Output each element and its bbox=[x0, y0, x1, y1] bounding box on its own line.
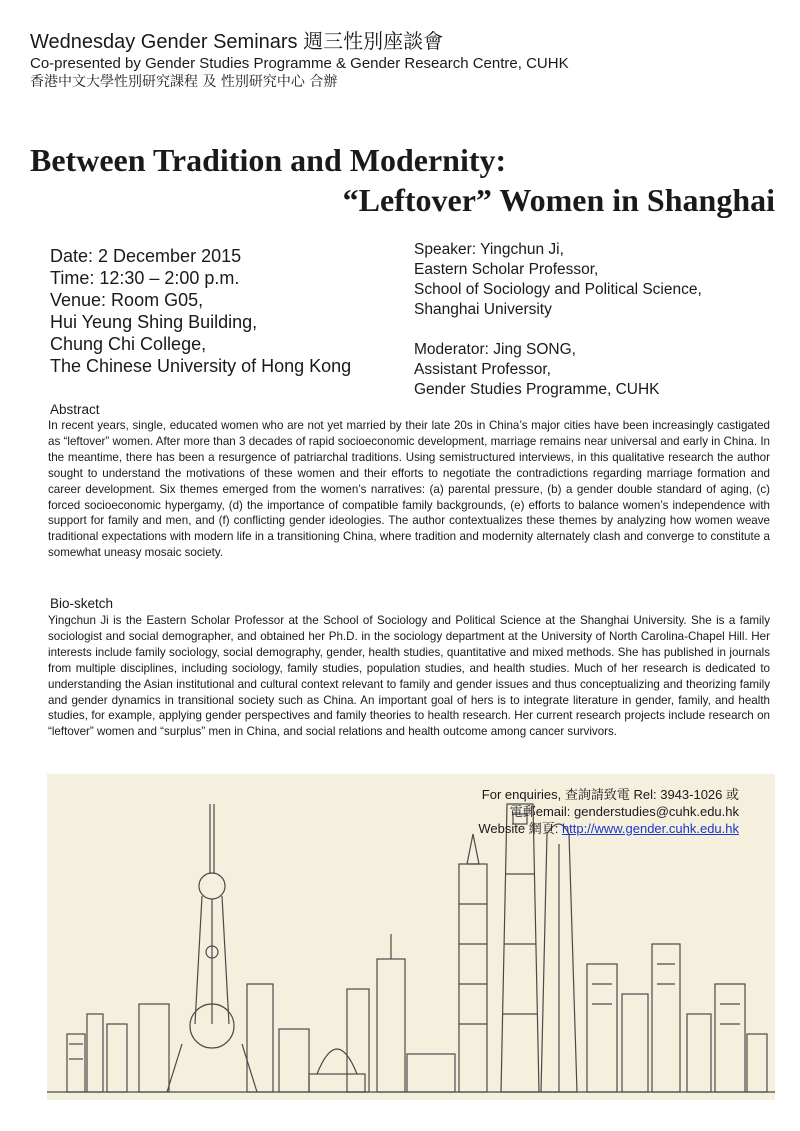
copresented-line: Co-presented by Gender Studies Programme & Gender Research Centre, CUHK bbox=[30, 55, 569, 72]
talk-title bbox=[30, 140, 775, 220]
event-venue: Venue: Room G05, bbox=[50, 290, 204, 310]
seminar-series-title: Wednesday Gender Seminars 週三性別座談會 bbox=[30, 31, 444, 53]
abstract-text: In recent years, single, educated women who are not yet married by their late 20s in China’s major cities have been increasingly castigated as “leftover” women. After more than 3 decades of rapid socioeconomic development, marriage remains near universal and early in China. In the meantime, there has been a resurgence of patriarchal traditions. Using semistructured interviews, in this qualitative research the author sought to understand the motivations of these women and their efforts to negotiate the contradictions regarding marriage formation and career development. Six themes emerged from the women’s narratives: (a) parental pressure, (b) a gender double standard of aging, (c) forced socioeconomic hypergamy, (d) the importance of compatible family backgrounds, (e) efforts to balance women’s independence with support for family and men, and (f) conflicting gender ideologies. The author contextualizes these themes by analyzing how women weave traditional expectations with modern life in a transitioning China, where tradition and modernity alternately clash and converge to constitute a somewhat uneasy mosaic society. bbox=[48, 419, 770, 560]
event-date: Date: 2 December 2015 bbox=[50, 246, 242, 266]
website-label: Website 網頁: bbox=[478, 821, 562, 836]
website-link[interactable]: http://www.gender.cuhk.edu.hk bbox=[561, 821, 739, 836]
event-time: Time: 12:30 – 2:00 p.m. bbox=[50, 268, 240, 288]
header bbox=[30, 30, 569, 91]
enquiry-phone: For enquiries, 查詢請致電 Rel: 3943-1026 或 bbox=[481, 787, 739, 802]
copresented-line-chinese: 香港中文大學性別研究課程 及 性別研究中心 合辦 bbox=[30, 74, 338, 90]
moderator-title: Assistant Professor, bbox=[414, 361, 551, 378]
speaker-title: Eastern Scholar Professor, bbox=[414, 261, 599, 278]
skyline-panel bbox=[47, 774, 775, 1100]
moderator-name: Moderator: Jing SONG, bbox=[414, 341, 576, 358]
bio-heading: Bio-sketch bbox=[50, 596, 114, 611]
talk-title-line-2: “Leftover” Women in Shanghai bbox=[342, 182, 775, 218]
event-venue-college: Chung Chi College, bbox=[50, 334, 207, 354]
speaker-name: Speaker: Yingchun Ji, bbox=[414, 241, 564, 258]
speaker-block bbox=[414, 240, 702, 400]
bio-text: Yingchun Ji is the Eastern Scholar Professor at the School of Sociology and Political Science at the Shanghai University. She is a family sociologist and social demographer, and obtained her Ph.D. in the sociology department at the University of North Carolina-Chapel Hill. Her interests include family sociology, social demography, gender, health studies, quantitative and mixed methods. She has published in journals from multiple disciplines, including sociology, family studies, population studies, and health studies. Much of her research is dedicated to understanding the Asian institutional and cultural context relevant to family and gender issues and thus conceptualizing and theorizing family and gender dynamics in transitional society such as China. An important goal of hers is to integrate literature in gender, family, and health studies, for example, applying gender perspectives and family theories to health research. Her current research projects include research on “leftover” women and “surplus” men in China, and social relations and health outcome among cancer survivors. bbox=[48, 614, 770, 739]
enquiry-email: 電郵email: genderstudies@cuhk.edu.hk bbox=[509, 804, 739, 819]
talk-title-line-1: Between Tradition and Modernity: bbox=[30, 142, 507, 178]
speaker-university: Shanghai University bbox=[414, 301, 552, 318]
event-venue-university: The Chinese University of Hong Kong bbox=[50, 356, 352, 376]
abstract-heading: Abstract bbox=[50, 402, 100, 417]
contact-info bbox=[478, 786, 739, 837]
moderator-programme: Gender Studies Programme, CUHK bbox=[414, 381, 660, 398]
event-venue-building: Hui Yeung Shing Building, bbox=[50, 312, 258, 332]
speaker-school: School of Sociology and Political Science, bbox=[414, 281, 702, 298]
website-line bbox=[478, 820, 739, 837]
event-details bbox=[50, 245, 351, 377]
